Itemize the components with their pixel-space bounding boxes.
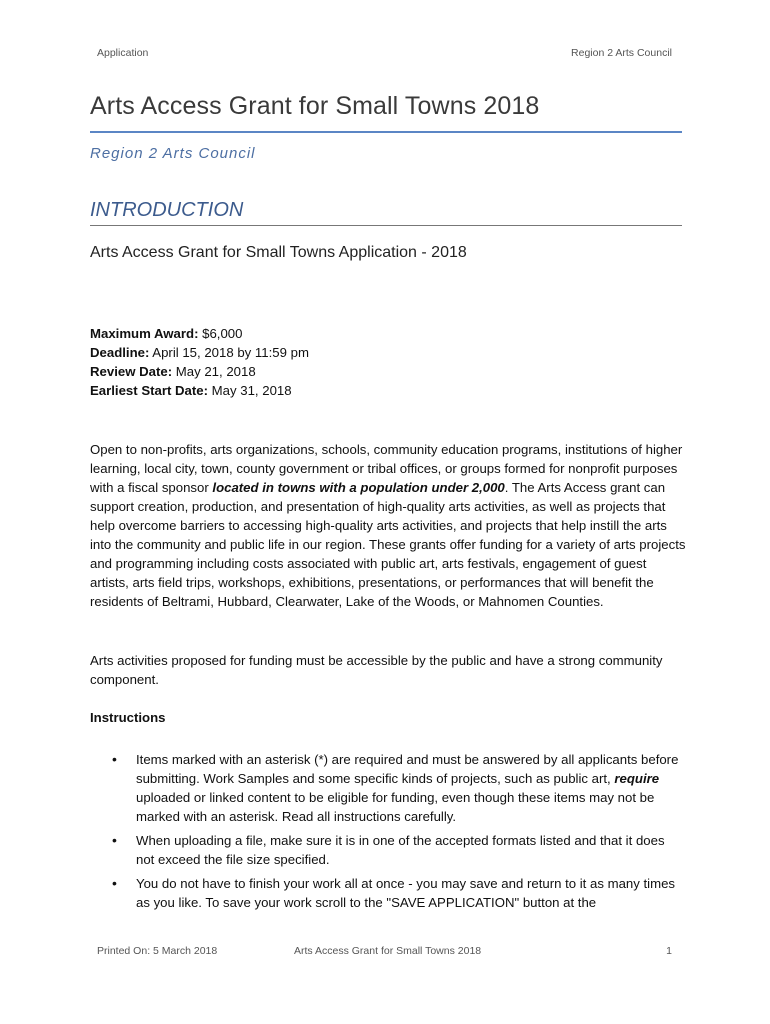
list-item bbox=[90, 831, 686, 869]
fact-label: Maximum Award: bbox=[90, 326, 199, 341]
fact-value: April 15, 2018 by 11:59 pm bbox=[149, 345, 309, 360]
header-right: Region 2 Arts Council bbox=[571, 47, 672, 59]
list-item bbox=[90, 874, 686, 912]
title-underline bbox=[90, 131, 682, 133]
list-item bbox=[90, 750, 686, 826]
footer-page-number: 1 bbox=[666, 945, 672, 957]
bullet-icon: • bbox=[112, 751, 117, 767]
fact-value: $6,000 bbox=[198, 326, 243, 341]
header-left: Application bbox=[97, 47, 149, 59]
application-name: Arts Access Grant for Small Towns Application - 2018 bbox=[90, 244, 467, 261]
paragraph-text: . The Arts Access grant can support creation, production, and presentation of high-quality arts activities, as well as projects that help overcome barriers to accessing high-quality arts activities, and projects that help instill the arts into the community and public life in our region. These grants offer funding for a variety of arts projects and programming including costs associated with public art, arts festivals, engagement of guest artists, arts field trips, workshops, exhibitions, presentations, or performances that will benefit the residents of Beltrami, Hubbard, Clearwater, Lake of the Woods, or Mahnomen Counties. bbox=[90, 480, 686, 609]
eligibility-paragraph bbox=[90, 440, 686, 611]
fact-value: May 21, 2018 bbox=[172, 364, 256, 379]
fact-label: Earliest Start Date: bbox=[90, 383, 208, 398]
fact-label: Review Date: bbox=[90, 364, 173, 379]
bullet-text: You do not have to finish your work all at once - you may save and return to it as many times as you like. To save your work scroll to the "SAVE APPLICATION" button at the bbox=[136, 876, 676, 910]
fact-earliest-start-date bbox=[90, 381, 309, 400]
bullet-text: Items marked with an asterisk (*) are required and must be answered by all applicants before submitting. Work Samples and some specific kinds of projects, such as public art, bbox=[136, 752, 679, 786]
fact-review-date bbox=[90, 362, 309, 381]
bullet-icon: • bbox=[112, 875, 117, 891]
fact-maximum-award bbox=[90, 324, 309, 343]
paragraph-text: Open to non-profits, arts organizations, schools, community education programs, institutions of higher learning, local city, town, county government or tribal offices, or groups formed for nonprofit purposes with a fiscal sponsor bbox=[90, 442, 683, 495]
instructions-heading: Instructions bbox=[90, 710, 166, 725]
population-emphasis: located in towns with a population under 2,000 bbox=[212, 480, 505, 495]
bullet-text: When uploading a file, make sure it is in one of the accepted formats listed and that it does not exceed the file size specified. bbox=[136, 833, 665, 867]
accessibility-paragraph: Arts activities proposed for funding must be accessible by the public and have a strong community component. bbox=[90, 653, 663, 687]
require-emphasis: require bbox=[614, 771, 660, 786]
document-title: Arts Access Grant for Small Towns 2018 bbox=[90, 92, 540, 120]
instructions-list bbox=[90, 750, 686, 917]
key-facts bbox=[90, 324, 309, 400]
document-subtitle: Region 2 Arts Council bbox=[90, 145, 256, 162]
footer-title: Arts Access Grant for Small Towns 2018 bbox=[294, 945, 482, 957]
fact-label: Deadline: bbox=[90, 345, 150, 360]
fact-value: May 31, 2018 bbox=[208, 383, 292, 398]
footer-printed-on: Printed On: 5 March 2018 bbox=[97, 945, 218, 957]
section-heading: INTRODUCTION bbox=[90, 199, 244, 221]
fact-deadline bbox=[90, 343, 309, 362]
bullet-icon: • bbox=[112, 832, 117, 848]
bullet-text: uploaded or linked content to be eligible for funding, even though these items may not be marked with an asterisk. Read all instructions carefully. bbox=[136, 790, 655, 824]
section-underline bbox=[90, 225, 682, 226]
